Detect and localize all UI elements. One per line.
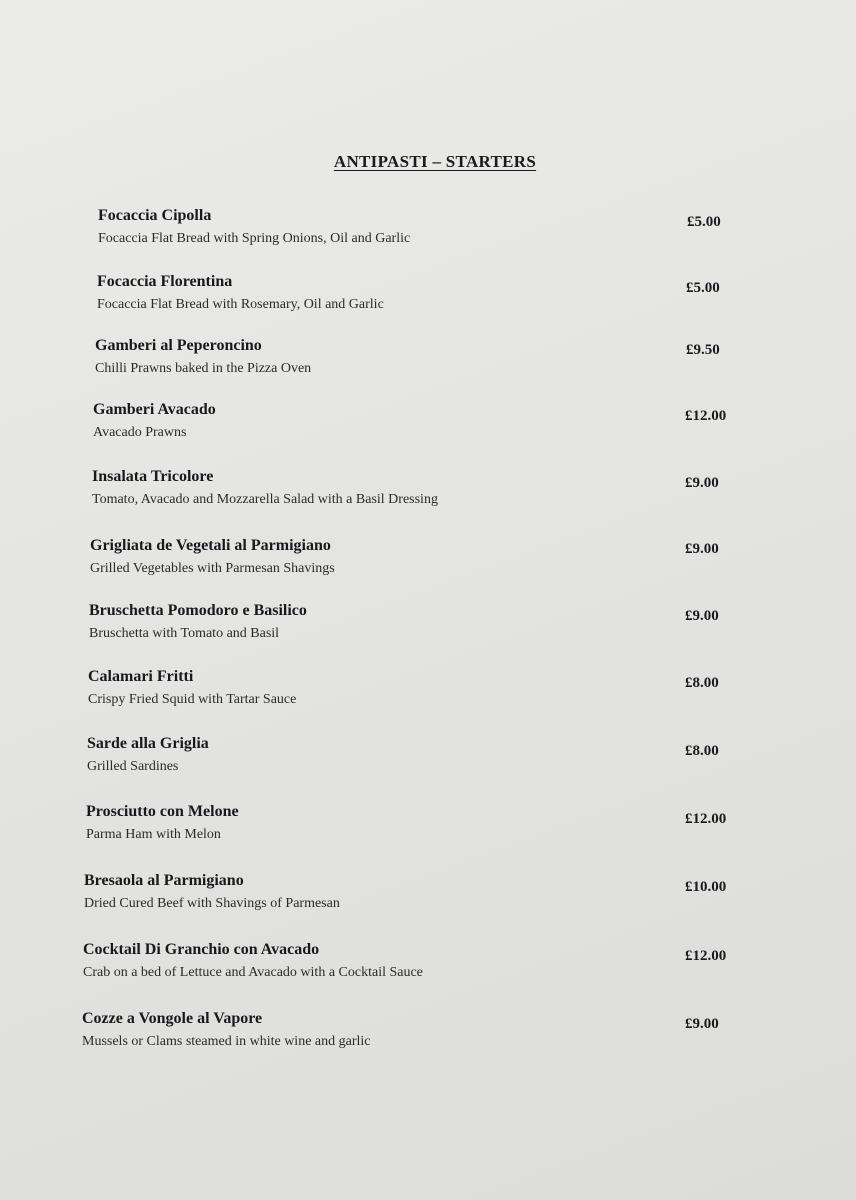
- item-name: Cocktail Di Granchio con Avacado: [83, 941, 320, 958]
- menu-title: ANTIPASTI – STARTERS: [333, 152, 537, 171]
- item-name: Gamberi Avacado: [93, 401, 216, 418]
- item-name: Insalata Tricolore: [92, 468, 214, 485]
- menu-item: [93, 400, 743, 442]
- item-description: Grilled Sardines: [87, 759, 179, 774]
- item-price: £12.00: [685, 948, 727, 964]
- item-description: Focaccia Flat Bread with Rosemary, Oil and Garlic: [97, 297, 384, 312]
- menu-item: [84, 871, 734, 913]
- menu-item: [88, 667, 738, 709]
- item-name: Focaccia Cipolla: [98, 207, 212, 224]
- item-name: Cozze a Vongole al Vapore: [82, 1010, 263, 1027]
- item-description: Crispy Fried Squid with Tartar Sauce: [88, 692, 297, 707]
- item-price: £9.00: [685, 541, 719, 557]
- item-name: Bresaola al Parmigiano: [84, 872, 244, 889]
- menu-item: [95, 336, 745, 378]
- item-price: £9.00: [685, 475, 719, 491]
- menu-item: [98, 206, 748, 248]
- item-description: Dried Cured Beef with Shavings of Parmesan: [84, 896, 340, 911]
- menu-item: [86, 802, 736, 844]
- item-price: £5.00: [687, 214, 721, 230]
- item-description: Focaccia Flat Bread with Spring Onions, Oil and Garlic: [98, 231, 411, 246]
- menu-item: [83, 940, 733, 982]
- item-name: Grigliata de Vegetali al Parmigiano: [90, 537, 331, 554]
- menu-item: [92, 467, 742, 509]
- item-description: Avacado Prawns: [93, 425, 187, 440]
- item-name: Gamberi al Peperoncino: [95, 337, 262, 354]
- item-price: £5.00: [686, 280, 720, 296]
- item-price: £8.00: [685, 675, 719, 691]
- item-description: Crab on a bed of Lettuce and Avacado with a Cocktail Sauce: [83, 965, 423, 980]
- item-description: Chilli Prawns baked in the Pizza Oven: [95, 361, 312, 376]
- item-description: Grilled Vegetables with Parmesan Shavings: [90, 561, 335, 576]
- item-price: £12.00: [685, 811, 727, 827]
- item-price: £9.00: [685, 1016, 719, 1032]
- item-price: £9.50: [686, 342, 720, 358]
- item-name: Calamari Fritti: [88, 668, 194, 685]
- menu-item: [87, 734, 737, 776]
- item-price: £12.00: [685, 408, 727, 424]
- item-name: Focaccia Florentina: [97, 273, 233, 290]
- item-price: £8.00: [685, 743, 719, 759]
- menu-item: [97, 272, 747, 314]
- menu-item: [82, 1009, 732, 1051]
- menu-item: [89, 601, 739, 643]
- item-description: Parma Ham with Melon: [86, 827, 221, 842]
- item-name: Sarde alla Griglia: [87, 735, 209, 752]
- item-description: Tomato, Avacado and Mozzarella Salad with a Basil Dressing: [92, 492, 438, 507]
- item-description: Bruschetta with Tomato and Basil: [89, 626, 280, 641]
- item-name: Bruschetta Pomodoro e Basilico: [89, 602, 307, 619]
- menu-item: [90, 536, 740, 578]
- item-price: £10.00: [685, 879, 727, 895]
- item-name: Prosciutto con Melone: [86, 803, 239, 820]
- item-description: Mussels or Clams steamed in white wine and garlic: [82, 1034, 371, 1049]
- item-price: £9.00: [685, 608, 719, 624]
